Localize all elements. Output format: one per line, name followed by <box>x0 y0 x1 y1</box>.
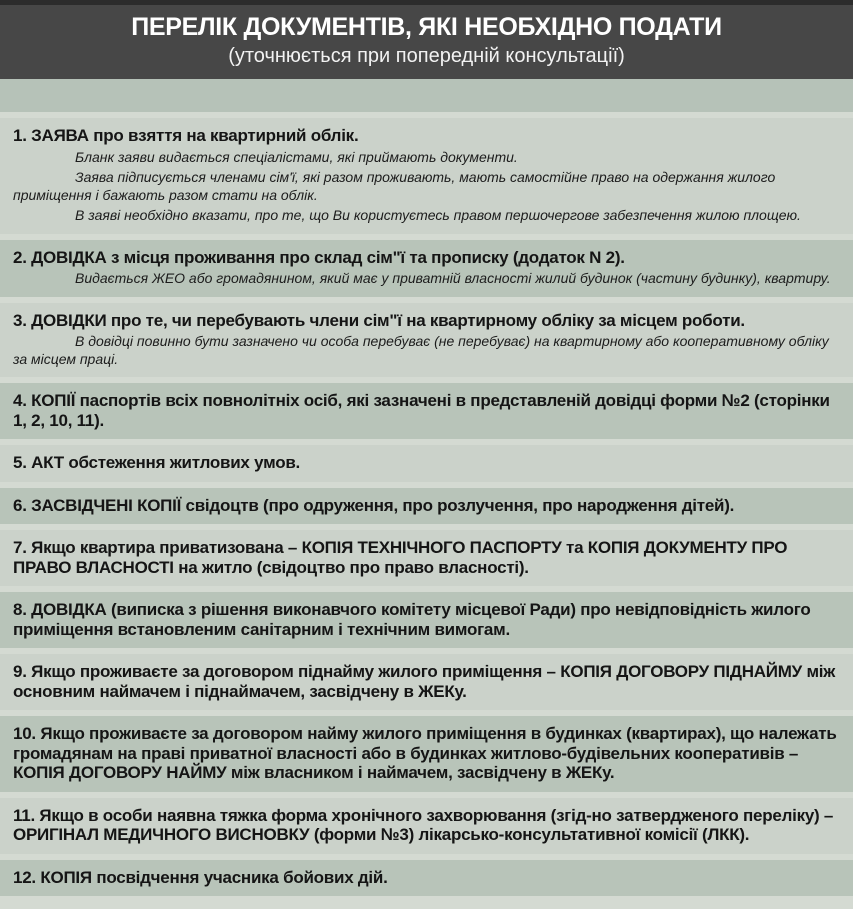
document-items-list <box>0 118 853 896</box>
spacer-band <box>0 79 853 112</box>
item-note: Видається ЖЕО або громадянином, який має у приватній власності жилий будинок (частину будинку), квартиру. <box>75 270 831 286</box>
document-item <box>0 240 853 297</box>
item-note: В довідці повинно бути зазначено чи особа перебуває (не перебуває) на квартирному або кооперативному обліку за місцем праці. <box>13 333 829 367</box>
document-item <box>0 530 853 586</box>
item-heading: 7. Якщо квартира приватизована – КОПІЯ ТЕХНІЧНОГО ПАСПОРТУ та КОПІЯ ДОКУМЕНТУ ПРО ПРАВО ВЛАСНОСТІ на житло (свідоцтво про право власності). <box>13 538 788 577</box>
document-item <box>0 303 853 378</box>
item-heading: 11. Якщо в особи наявна тяжка форма хронічного захворювання (згід-но затвердженого переліку) – ОРИГІНАЛ МЕДИЧНОГО ВИСНОВКУ (форми №3) лікарсько-консультативної комісії (ЛКК). <box>13 805 834 844</box>
item-heading: 9. Якщо проживаєте за договором піднайму жилого приміщення – КОПІЯ ДОГОВОРУ ПІДНАЙМУ між основним наймачем і піднаймачем, засвідчену в ЖЕКу. <box>13 662 836 701</box>
item-heading: 4. КОПІЇ паспортів всіх повнолітніх осіб, які зазначені в представленій довідці форми №2 (сторінки 1, 2, 10, 11). <box>13 391 830 430</box>
document-item <box>0 488 853 525</box>
item-note: Бланк заяви видається спеціалістами, які приймають документи. <box>75 148 518 165</box>
document-item <box>0 383 853 439</box>
poster-header <box>0 0 853 79</box>
item-heading: 12. КОПІЯ посвідчення учасника бойових дій. <box>13 867 388 887</box>
item-heading: 8. ДОВІДКА (виписка з рішення виконавчого комітету місцевої Ради) про невідповідність жилого приміщення встановленим санітарним і технічним вимогам. <box>13 600 811 639</box>
item-note: Заява підписується членами сім'ї, які разом проживають, мають самостійне право на одержання жилого приміщення і бажають разом стати на облік. <box>13 169 776 203</box>
item-heading: 3. ДОВІДКИ про те, чи перебувають члени сім"ї на квартирному обліку за місцем роботи. <box>13 310 745 330</box>
poster-subtitle: (уточнюється при попередній консультації) <box>228 45 625 67</box>
item-heading: 10. Якщо проживаєте за договором найму жилого приміщення в будинках (квартирах), що належать громадянам на праві приватної власності або в будинках житлово-будівельних кооперативів – КОПІЯ ДОГОВОРУ НАЙМУ між власником і наймачем, засвідчену в ЖЕКу. <box>13 724 837 782</box>
document-item <box>0 118 853 234</box>
item-heading: 2. ДОВІДКА з місця проживання про склад сім"ї та прописку (додаток N 2). <box>13 247 625 267</box>
document-item <box>0 654 853 710</box>
item-heading: 6. ЗАСВІДЧЕНІ КОПІЇ свідоцтв (про одруження, про розлучення, про народження дітей). <box>13 495 735 515</box>
poster-title: ПЕРЕЛІК ДОКУМЕНТІВ, ЯКІ НЕОБХІДНО ПОДАТИ <box>131 13 722 41</box>
document-item <box>0 798 853 854</box>
item-heading: 5. АКТ обстеження житлових умов. <box>13 453 301 472</box>
document-item <box>0 592 853 648</box>
item-heading: 1. ЗАЯВА про взяття на квартирний облік. <box>13 126 359 145</box>
item-note: В заяві необхідно вказати, про те, що Ви користуєтесь правом першочергове забезпечення жилою площею. <box>75 207 801 223</box>
document-item <box>0 860 853 897</box>
document-item <box>0 445 853 482</box>
document-item <box>0 716 853 792</box>
